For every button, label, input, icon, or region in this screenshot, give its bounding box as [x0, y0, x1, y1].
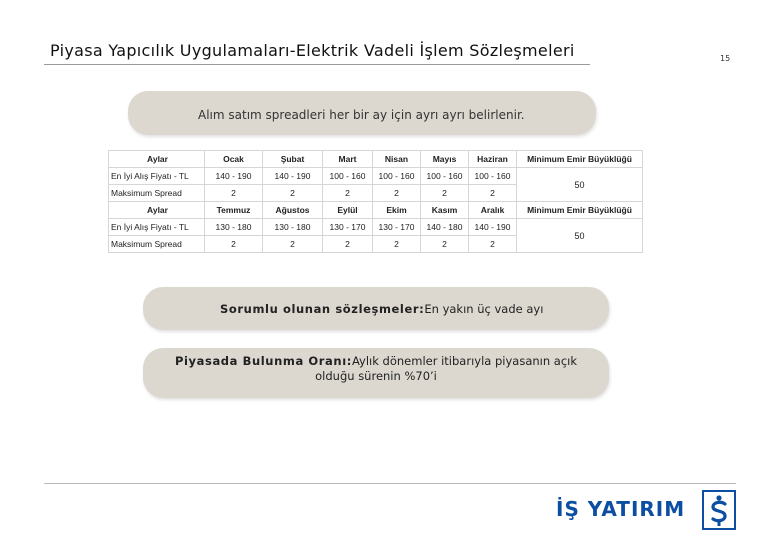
table-cell: 2	[469, 185, 517, 202]
table-header-cell: Kasım	[421, 202, 469, 219]
table-cell: 100 - 160	[373, 168, 421, 185]
table-cell: 130 - 180	[205, 219, 263, 236]
responsible-contracts-text	[220, 302, 543, 316]
is-bank-logo-icon	[702, 490, 736, 530]
table-header-cell: Nisan	[373, 151, 421, 168]
table-cell: 140 - 190	[205, 168, 263, 185]
table-header-cell: Eylül	[323, 202, 373, 219]
table-cell: 130 - 170	[373, 219, 421, 236]
table-cell: 2	[323, 185, 373, 202]
table-header-cell: Aylar	[109, 151, 205, 168]
table-cell: 140 - 190	[469, 219, 517, 236]
min-order-size-cell: 50	[517, 219, 643, 253]
table-header-cell: Haziran	[469, 151, 517, 168]
table-header-cell: Aralık	[469, 202, 517, 219]
table-cell: 130 - 170	[323, 219, 373, 236]
market-presence-value-line1: Aylık dönemler itibarıyla piyasanın açık	[351, 354, 578, 368]
table-cell: 2	[205, 236, 263, 253]
table-header-cell: Ağustos	[263, 202, 323, 219]
table-cell: 2	[421, 236, 469, 253]
market-presence-label: Piyasada Bulunma Oranı:	[174, 354, 352, 368]
row-label: En İyi Alış Fiyatı - TL	[109, 168, 205, 185]
table-cell: 100 - 160	[323, 168, 373, 185]
row-label: Maksimum Spread	[109, 236, 205, 253]
market-presence-banner	[143, 348, 609, 398]
table-cell: 2	[323, 236, 373, 253]
table-header-cell: Mayıs	[421, 151, 469, 168]
table-cell: 2	[421, 185, 469, 202]
table-header-cell: Minimum Emir Büyüklüğü	[517, 202, 643, 219]
table-row	[109, 168, 643, 185]
row-label: Maksimum Spread	[109, 185, 205, 202]
table-header-row	[109, 202, 643, 219]
table-cell: 100 - 160	[421, 168, 469, 185]
table-cell: 2	[263, 236, 323, 253]
table-cell: 2	[263, 185, 323, 202]
page-number: 15	[720, 54, 731, 63]
table-header-cell: Mart	[323, 151, 373, 168]
table-cell: 2	[373, 185, 421, 202]
table-header-cell: Ocak	[205, 151, 263, 168]
market-presence-text	[143, 354, 609, 384]
table-header-cell: Şubat	[263, 151, 323, 168]
table-cell: 2	[205, 185, 263, 202]
spread-table	[108, 150, 643, 253]
row-label: En İyi Alış Fiyatı - TL	[109, 219, 205, 236]
market-presence-value-line2: olduğu sürenin %70’i	[315, 369, 437, 383]
table-cell: 130 - 180	[263, 219, 323, 236]
spread-info-banner	[128, 91, 596, 135]
table-cell: 140 - 190	[263, 168, 323, 185]
slide-title: Piyasa Yapıcılık Uygulamaları-Elektrik Vadeli İşlem Sözleşmeleri	[50, 41, 575, 60]
footer-divider	[44, 483, 736, 484]
min-order-size-cell: 50	[517, 168, 643, 202]
table-cell: 2	[469, 236, 517, 253]
title-divider	[44, 64, 590, 65]
responsible-contracts-banner	[143, 287, 609, 330]
table-cell: 2	[373, 236, 421, 253]
table-header-cell: Temmuz	[205, 202, 263, 219]
table-header-cell: Aylar	[109, 202, 205, 219]
table-row	[109, 219, 643, 236]
table-header-cell: Minimum Emir Büyüklüğü	[517, 151, 643, 168]
spread-info-text: Alım satım spreadleri her bir ay için ayrı ayrı belirlenir.	[198, 108, 525, 122]
brand-logo-text: İŞ YATIRIM	[556, 497, 686, 521]
table-cell: 140 - 180	[421, 219, 469, 236]
responsible-contracts-value: En yakın üç vade ayı	[424, 302, 544, 316]
responsible-contracts-label: Sorumlu olunan sözleşmeler:	[220, 302, 425, 316]
table-header-row	[109, 151, 643, 168]
table-header-cell: Ekim	[373, 202, 421, 219]
table-cell: 100 - 160	[469, 168, 517, 185]
